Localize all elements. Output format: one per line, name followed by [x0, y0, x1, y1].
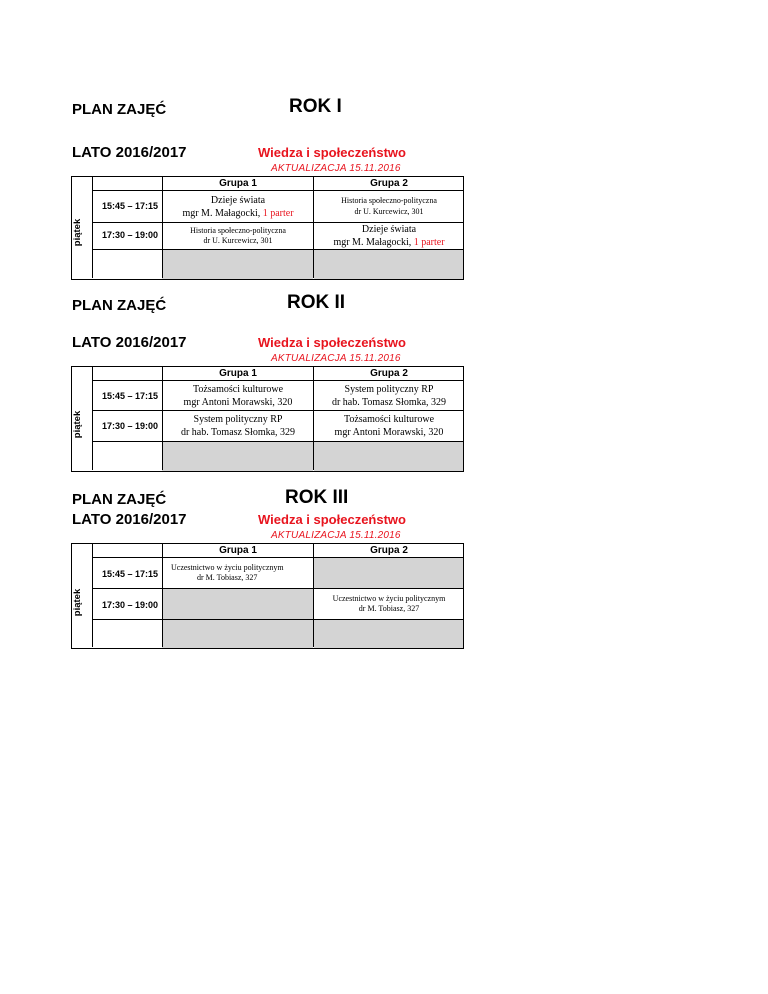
class-cell: Historia społeczno-polityczna dr U. Kurcewicz, 301 [341, 196, 437, 216]
empty-cell [314, 558, 463, 588]
time-slot: 15:45 – 17:15 [102, 391, 159, 401]
class-cell: Tożsamości kulturowe mgr Antoni Morawski, 320 [183, 383, 293, 408]
empty-cell [162, 442, 313, 471]
day-label: piątek [72, 410, 84, 439]
class-cell: Uczestnictwo w życiu politycznym dr M. Tobiasz, 327 [332, 593, 446, 613]
semester-label: LATO 2016/2017 [72, 334, 187, 351]
schedule-table [71, 366, 464, 472]
group-2-header: Grupa 2 [370, 545, 408, 556]
semester-label: LATO 2016/2017 [72, 511, 187, 528]
year-title: ROK III [285, 487, 349, 508]
time-slot: 17:30 – 19:00 [102, 230, 159, 240]
update-date: AKTUALIZACJA 15.11.2016 [271, 353, 401, 364]
year-title: ROK I [289, 96, 342, 117]
class-cell: Dzieje świata mgr M. Małagocki, 1 parter [333, 224, 445, 248]
class-cell: Tożsamości kulturowe mgr Antoni Morawski, 320 [334, 414, 444, 438]
class-cell: Dzieje świata mgr M. Małagocki, 1 parter [182, 194, 294, 219]
plan-heading: PLAN ZAJĘĆ [72, 297, 167, 314]
class-cell: Historia społeczno-polityczna dr U. Kurcewicz, 301 [190, 225, 286, 245]
plan-heading: PLAN ZAJĘĆ [72, 491, 167, 508]
subject-title: Wiedza i społeczeństwo [258, 145, 406, 160]
group-1-header: Grupa 1 [219, 368, 257, 379]
class-cell: System polityczny RP dr hab. Tomasz Słomka, 329 [180, 414, 296, 438]
subject-title: Wiedza i społeczeństwo [258, 335, 406, 350]
day-label: piątek [72, 218, 84, 247]
plan-heading: PLAN ZAJĘĆ [72, 101, 167, 118]
empty-cell [314, 250, 463, 279]
time-slot: 15:45 – 17:15 [102, 569, 159, 579]
time-slot: 17:30 – 19:00 [102, 600, 159, 610]
time-slot: 15:45 – 17:15 [102, 201, 159, 211]
group-2-header: Grupa 2 [370, 178, 408, 189]
class-cell: Uczestnictwo w życiu politycznym dr M. Tobiasz, 327 [171, 562, 284, 582]
year-title: ROK II [287, 292, 346, 313]
time-slot: 17:30 – 19:00 [102, 421, 159, 431]
group-1-header: Grupa 1 [219, 545, 257, 556]
update-date: AKTUALIZACJA 15.11.2016 [271, 530, 401, 541]
empty-cell [314, 442, 463, 471]
schedule-table [71, 176, 464, 280]
group-1-header: Grupa 1 [219, 178, 257, 189]
empty-cell [162, 250, 313, 279]
update-date: AKTUALIZACJA 15.11.2016 [271, 163, 401, 174]
subject-title: Wiedza i społeczeństwo [258, 512, 406, 527]
schedule-table [71, 543, 464, 649]
empty-cell [162, 620, 313, 648]
empty-cell [314, 620, 463, 648]
day-label: piątek [72, 588, 84, 617]
semester-label: LATO 2016/2017 [72, 144, 187, 161]
empty-cell [162, 589, 313, 619]
group-2-header: Grupa 2 [370, 368, 408, 379]
class-cell: System polityczny RP dr hab. Tomasz Słomka, 329 [331, 383, 447, 408]
